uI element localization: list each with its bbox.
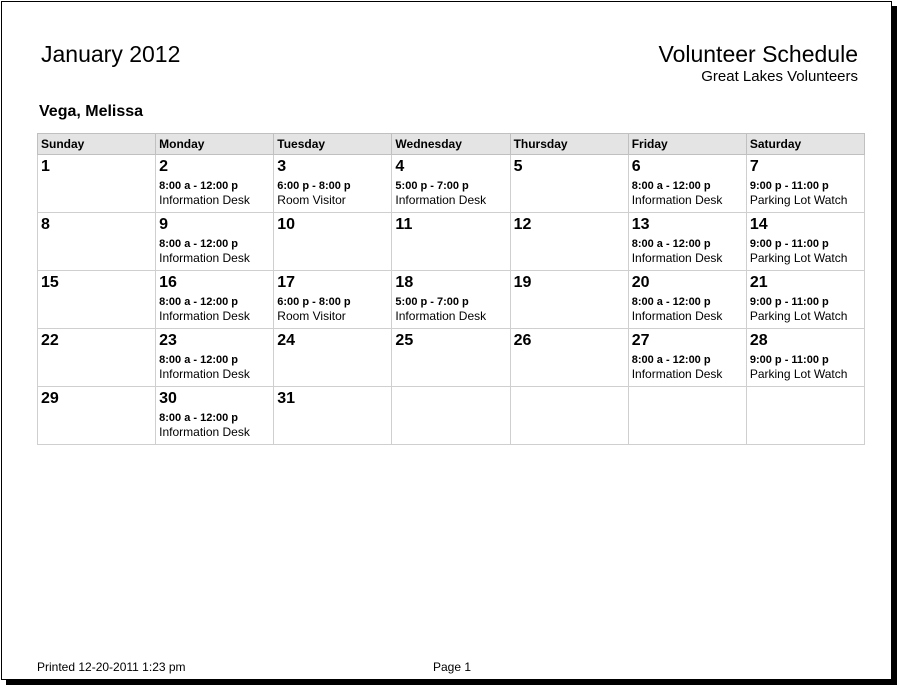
shift-role: Room Visitor [277,193,346,207]
day-number: 13 [631,216,650,233]
weekday-header: Saturday [746,134,864,155]
calendar-body [38,155,865,445]
calendar-week-row [38,213,865,271]
calendar-empty-cell [392,387,510,445]
calendar-day-cell [274,271,392,329]
shift-time: 5:00 p - 7:00 p [395,296,469,308]
shift-role: Information Desk [631,251,723,265]
shift-time: 8:00 a - 12:00 p [631,354,711,366]
shift-time: 5:00 p - 7:00 p [395,180,469,192]
day-number: 7 [749,158,759,175]
weekday-header: Monday [156,134,274,155]
calendar-day-cell [156,329,274,387]
day-number: 5 [513,158,523,175]
calendar-day-cell [392,271,510,329]
day-number: 18 [395,274,414,291]
day-number: 22 [41,332,59,349]
shift-time: 6:00 p - 8:00 p [277,296,351,308]
calendar-week-row [38,271,865,329]
shift-role: Information Desk [159,193,250,207]
calendar-day-cell [510,329,628,387]
day-number: 3 [277,158,287,175]
calendar-day-cell [38,155,156,213]
calendar-day-cell [746,329,864,387]
day-number: 27 [631,332,650,349]
calendar-day-cell [628,329,746,387]
shift-time: 9:00 p - 11:00 p [749,238,829,250]
day-number: 10 [277,216,296,233]
calendar-day-cell [274,213,392,271]
calendar-day-cell [510,155,628,213]
calendar-day-cell [274,387,392,445]
shift-time: 9:00 p - 11:00 p [749,180,829,192]
shift-time: 8:00 a - 12:00 p [159,238,239,250]
day-number: 11 [395,216,413,233]
page-number: Page 1 [433,660,472,674]
calendar-day-cell [38,329,156,387]
day-number: 21 [749,274,768,291]
calendar-day-cell [38,271,156,329]
weekday-header: Friday [628,134,746,155]
day-number: 6 [631,158,641,175]
calendar-empty-cell [510,387,628,445]
calendar-day-cell [156,155,274,213]
day-number: 30 [159,390,177,407]
day-number: 15 [41,274,59,291]
day-number: 31 [277,390,296,407]
report-title: Volunteer Schedule [658,41,858,67]
calendar-week-row [38,329,865,387]
shift-time: 8:00 a - 12:00 p [159,180,239,192]
calendar-day-cell [628,155,746,213]
calendar-day-cell [746,271,864,329]
day-number: 25 [395,332,414,349]
calendar-week-row [38,155,865,213]
calendar-day-cell [510,271,628,329]
shift-time: 8:00 a - 12:00 p [159,412,239,424]
calendar-day-cell [746,155,864,213]
shift-role: Information Desk [631,193,723,207]
shift-role: Information Desk [159,309,250,323]
day-number: 19 [513,274,532,291]
day-number: 4 [395,158,405,175]
calendar-day-cell [156,387,274,445]
calendar-empty-cell [628,387,746,445]
calendar-day-cell [38,213,156,271]
weekday-header-row [38,134,865,155]
shift-time: 6:00 p - 8:00 p [277,180,351,192]
weekday-header: Tuesday [274,134,392,155]
day-number: 1 [41,158,50,175]
shift-role: Parking Lot Watch [749,251,848,265]
day-number: 24 [277,332,296,349]
day-number: 26 [513,332,532,349]
volunteer-name: Vega, Melissa [39,103,144,120]
shift-role: Room Visitor [277,309,346,323]
weekday-header: Thursday [510,134,628,155]
calendar-day-cell [274,329,392,387]
calendar-day-cell [510,213,628,271]
day-number: 14 [749,216,768,233]
weekday-header: Sunday [38,134,156,155]
day-number: 28 [749,332,768,349]
calendar-day-cell [156,213,274,271]
shift-role: Information Desk [631,367,723,381]
weekday-header: Wednesday [392,134,510,155]
calendar-day-cell [392,329,510,387]
shift-role: Parking Lot Watch [749,309,848,323]
shift-role: Information Desk [395,193,487,207]
calendar-day-cell [746,213,864,271]
calendar-week-row [38,387,865,445]
calendar-day-cell [392,213,510,271]
day-number: 8 [41,216,50,233]
shift-time: 9:00 p - 11:00 p [749,296,829,308]
day-number: 20 [631,274,650,291]
calendar-empty-cell [746,387,864,445]
day-number: 16 [159,274,177,291]
report-page [1,1,892,680]
shift-time: 9:00 p - 11:00 p [749,354,829,366]
calendar-day-cell [628,213,746,271]
day-number: 12 [513,216,532,233]
shift-role: Information Desk [395,309,487,323]
calendar-day-cell [628,271,746,329]
calendar-grid [37,133,865,445]
day-number: 23 [159,332,177,349]
shift-role: Parking Lot Watch [749,367,848,381]
shift-role: Information Desk [159,425,250,439]
day-number: 29 [41,390,59,407]
shift-time: 8:00 a - 12:00 p [159,296,239,308]
organization-name: Great Lakes Volunteers [701,68,858,85]
shift-time: 8:00 a - 12:00 p [631,296,711,308]
month-title: January 2012 [41,41,181,67]
calendar-day-cell [38,387,156,445]
shift-time: 8:00 a - 12:00 p [159,354,239,366]
day-number: 9 [159,216,169,233]
calendar-day-cell [274,155,392,213]
shift-time: 8:00 a - 12:00 p [631,180,711,192]
calendar-day-cell [156,271,274,329]
shift-role: Parking Lot Watch [749,193,848,207]
shift-role: Information Desk [159,251,250,265]
shift-role: Information Desk [159,367,250,381]
printed-timestamp: Printed 12-20-2011 1:23 pm [37,660,186,674]
shift-role: Information Desk [631,309,723,323]
calendar-day-cell [392,155,510,213]
day-number: 17 [277,274,296,291]
shift-time: 8:00 a - 12:00 p [631,238,711,250]
day-number: 2 [159,158,169,175]
